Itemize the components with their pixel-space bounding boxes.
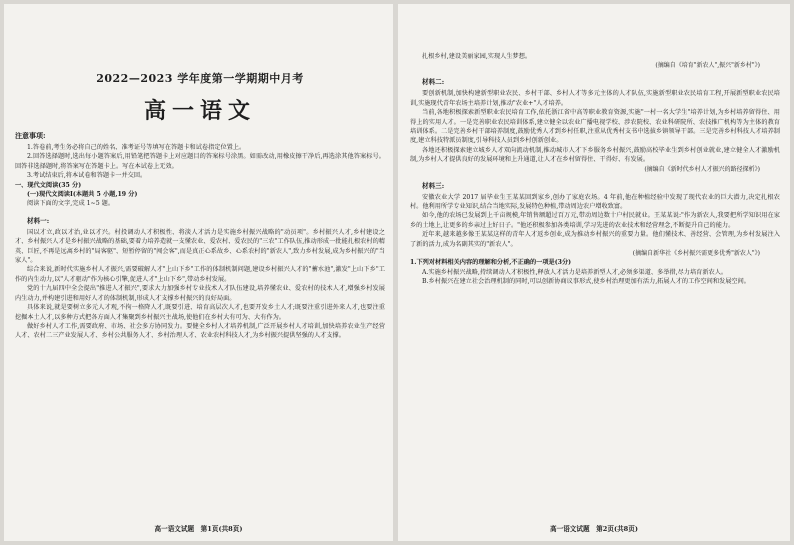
- question-stem: 1.下列对材料相关内容的理解和分析,不正确的一项是(3分): [410, 259, 572, 267]
- paragraph: 当前,各地积极探索新型职业农民培育工作,依托浙江省中高等职业教育资源,实施"一村一名大学生"培养计划,为乡村培养留得住、用得上的实用人才。一是完善职业农民培训体系,建立健全以农业广播电视学校、涉农院校、农业科研院所、农技推广机构等为主体的教育培训体系。二是完善乡村干部培养制度,鼓励优秀人才到乡村任职,注重从优秀村支书中选拔乡镇领导干部。三是完善乡村科技人才培养制度,建立科技特派员制度,引导科技人员到乡村创新创业。: [410, 109, 780, 145]
- paragraph: 具体来说,就是要树立多元人才观,不拘一格降人才,既要引进、培育高层次人才,也要开发乡土人才;既要注重引进外来人才,也要注重挖掘本土人才,以多种方式把各方面人才集聚到乡村振兴主战场,使他们在乡村大有可为、大有作为。: [15, 304, 385, 321]
- answer-option: B.乡村振兴在建立社会治理机制的同时,可以创新协商议事形式,使乡村治理更加有活力,拓展人才的工作空间和发展空间。: [422, 277, 750, 285]
- section-header: 一、现代文阅读(35 分): [15, 181, 82, 189]
- material-title: 材料三:: [422, 181, 445, 190]
- paragraph: 要创新机制,加快构建新型职业农民、乡村干部、乡村人才等多元主体的人才队伍,实施新型职业农民培育工程,开展新型职业农民培训,实施现代青年农场主培养计划,推动"农业+"人才培养。: [410, 90, 780, 107]
- source-citation: (摘编自《培育"新农人",振兴"新乡村"》): [655, 62, 760, 70]
- paragraph: 综合来说,新时代实施乡村人才振兴,需要破解人才"上山下乡"工作的体制机制问题,建设乡村振兴人才的"蓄水池",激发"上山下乡"工作的内生动力,以"人才驱动"作为核心引擎,促进人才"上山下乡",带动乡村发展。: [15, 266, 385, 283]
- paragraph: 近年来,越来越多像王某某这样的青年人才返乡创业,成为推动乡村振兴的重要力量。他们懂技术、善经营、会管理,为乡村发展注入了新的活力,成为名副其实的"新农人"。: [410, 231, 780, 248]
- answer-option: A.实施乡村振兴战略,持续调动人才积极性,释放人才活力是培养新型人才,必须多渠道、多举措,尽力培育新农人。: [422, 268, 728, 276]
- exam-title: 2022—2023 学年度第一学期期中月考: [96, 72, 304, 85]
- paragraph: 如今,他的农场已发展到上千亩规模,年销售额超过百万元,带动周边数十户村民就业。王某某说:"作为新农人,我要把所学知识用在家乡的土地上,让更多的乡亲过上好日子。"他还积极参加各类培训,学习先进的农业技术和经营理念,不断提升自己的能力。: [410, 212, 780, 229]
- source-citation: (摘编自《新时代乡村人才振兴的路径探析》): [644, 165, 760, 173]
- subsection-header: (一)现代文阅读Ⅰ(本题共 5 小题,19 分): [27, 191, 138, 199]
- paragraph: 各地还积极探索建立城乡人才双向流动机制,推动城市人才下乡服务乡村振兴,鼓励高校毕业生到乡村创业就业,建立健全人才激励机制,为乡村人才提供良好的发展环境和上升通道,让人才在乡村留得住、干得好、有发展。: [410, 146, 780, 164]
- notice-item: 2.回答选择题时,选出每小题答案后,用铅笔把答题卡上对应题目的答案标号涂黑。如需改动,用橡皮擦干净后,再选涂其他答案标号。回答非选择题时,将答案写在答题卡上。写在本试卷上无效。: [15, 153, 385, 170]
- paragraph: 国以才立,政以才治,业以才兴。村投调动人才积极性、将淡人才活力是实施乡村振兴战略的"动员项"。乡村振兴人才,乡村建设之才、乡村振兴人才是乡村振兴战略的基础,要着力培养造就一支懂农业、爱农村、爱农民的"三农"工作队伍,推动形成一批能扎根农村的精英、巨匠,不再是远离乡村的"局客驱"、短暂停留的"闯会客",而是真正心系故乡、心系农村的"新农人",致力乡村发展,成为乡村振兴的"当家人"。: [15, 228, 385, 265]
- page-footer: 高一语文试题 第2页(共8页): [550, 525, 638, 533]
- page-footer: 高一语文试题 第1页(共8页): [154, 525, 243, 533]
- paragraph: 安徽农业大学 2017 届毕业生王某某回到家乡,创办了家庭农场。4 年前,他在种植经验中发现了现代农业的巨大潜力,决定扎根农村。他利用所学专业知识,结合当地实际,发展特色种植,带动周边农户增收致富。: [410, 193, 780, 211]
- notice-title: 注意事项:: [15, 131, 46, 140]
- reading-instruction: 阅读下面的文字,完成 1~5 题。: [27, 200, 115, 208]
- paragraph: 党的十九届四中全会提出"推进人才振兴",要求大力加强乡村专业技术人才队伍建设,培养懂农业、爱农村的技术人才,增强乡村发展内生动力,并构建引进和用好人才的体制机制,形成人才支撑乡村振兴的良好局面。: [15, 285, 385, 302]
- left-page: [4, 4, 393, 541]
- notice-item: 1.答卷前,考生务必将自己的姓名、准考证号等填写在答题卡和试卷指定位置上。: [27, 144, 246, 151]
- notice-item: 3.考试结束后,将本试卷和答题卡一并交回。: [27, 172, 147, 180]
- subject-title: 高一语文: [143, 98, 256, 124]
- paragraph: 做好乡村人才工作,需要政府、市场、社会多方协同发力。要健全乡村人才培养机制,广泛开展乡村人才培训,加快培养农业生产经营人才、农村二三产业发展人才、乡村公共服务人才、乡村治理人才、农业农村科技人才,为乡村振兴提供坚强的人才支撑。: [15, 322, 385, 340]
- right-page: [398, 4, 790, 541]
- paragraph: 扎根乡村,建设美丽家园,实现人生梦想。: [422, 53, 532, 60]
- material-title: 材料一:: [27, 216, 50, 225]
- source-citation: (摘编自新华社《乡村振兴需更多优秀"新农人"》): [632, 250, 760, 258]
- material-title: 材料二:: [422, 78, 445, 87]
